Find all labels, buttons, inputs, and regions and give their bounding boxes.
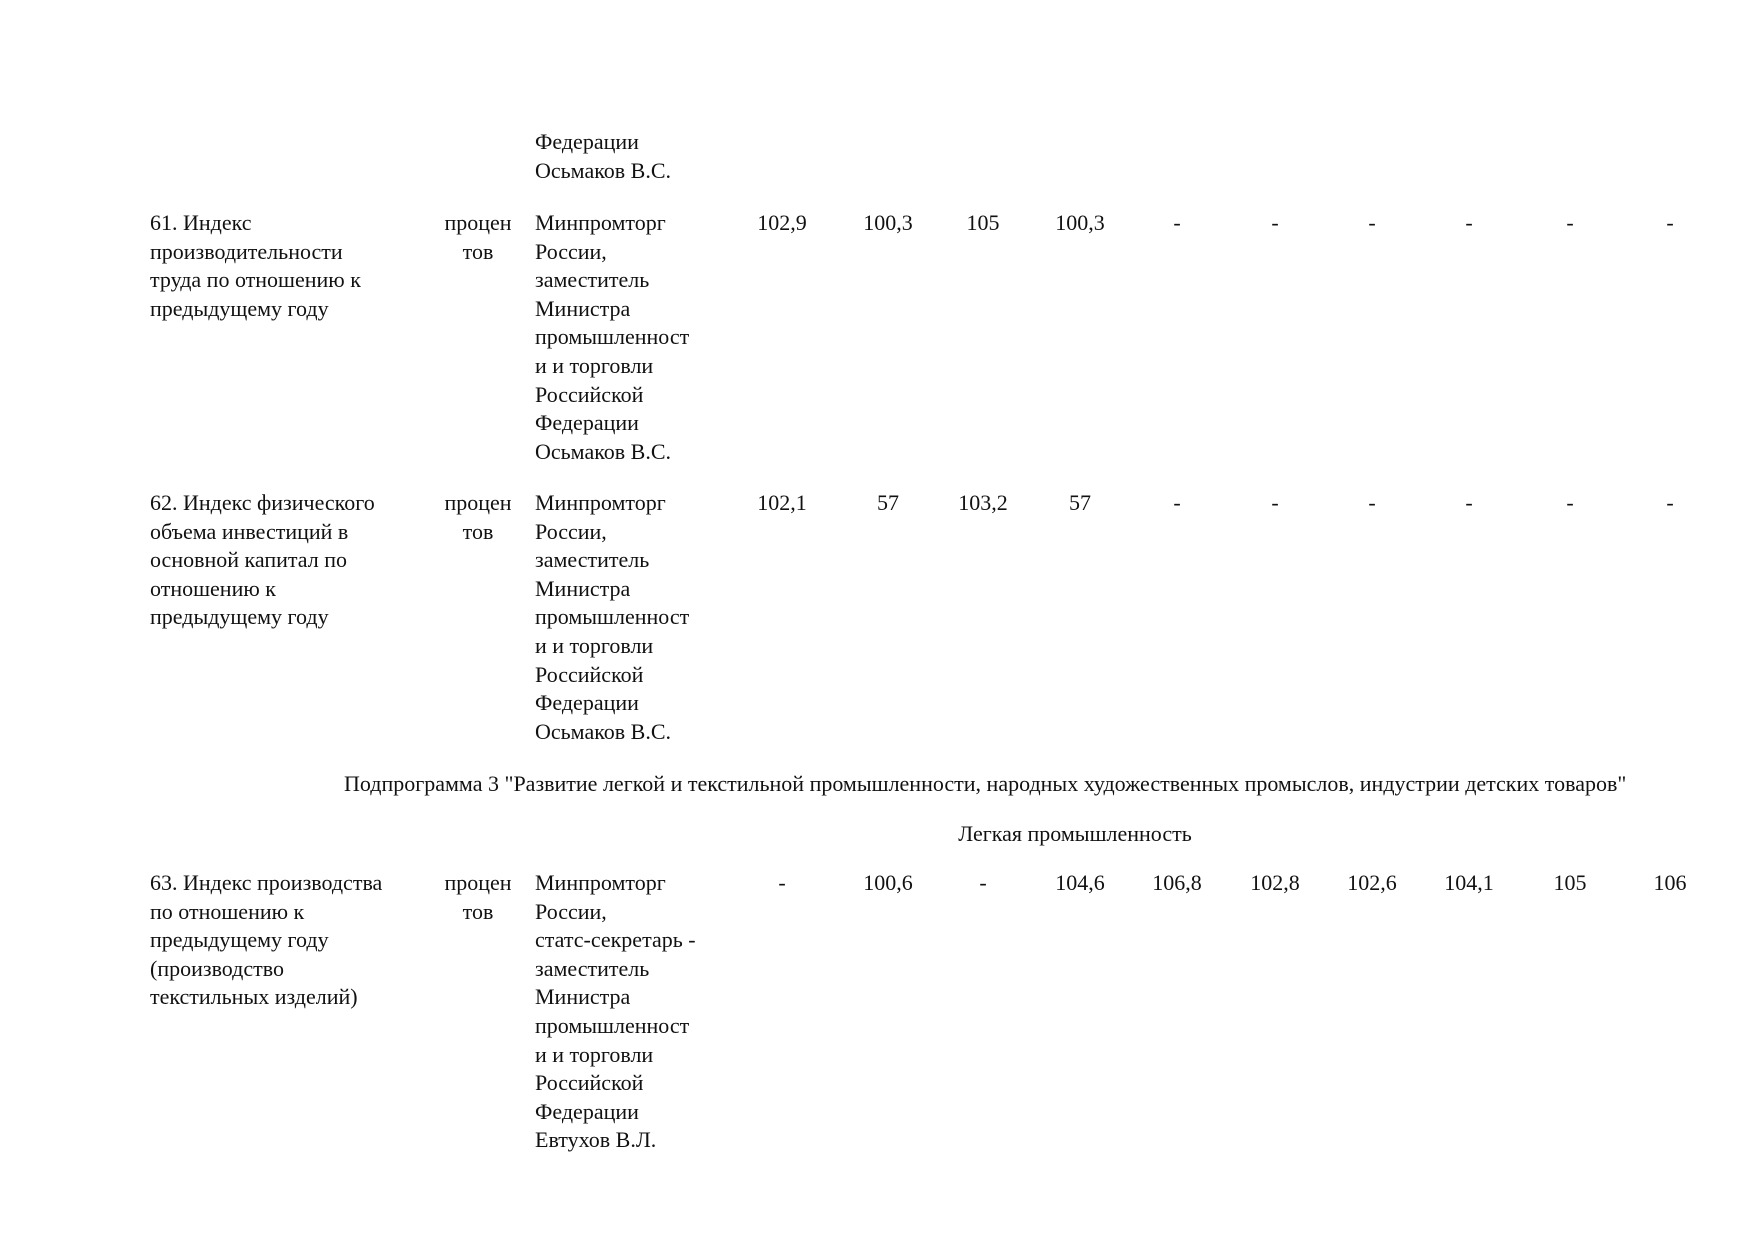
value-cell: -: [1566, 210, 1574, 235]
value-cell: -: [1173, 490, 1181, 515]
value-cell: -: [1271, 490, 1279, 515]
value-cell: 102,9: [757, 210, 807, 235]
value-cell: 102,8: [1250, 870, 1300, 895]
subprogram-heading: Подпрограмма 3 "Развитие легкой и текстильной промышленности, народных художественных промыслов, индустрии детских товаров": [344, 771, 1627, 796]
value-cell: -: [1666, 210, 1674, 235]
value-cell: 106: [1653, 870, 1687, 895]
subsection-heading: Легкая промышленность: [958, 821, 1192, 846]
unit-of-measure: процен тов: [444, 490, 512, 544]
value-cell: -: [1368, 490, 1376, 515]
value-cell: 57: [877, 490, 899, 515]
value-cell: 104,1: [1444, 870, 1494, 895]
value-cell: 105: [1553, 870, 1587, 895]
value-cell: -: [1173, 210, 1181, 235]
value-cell: 102,6: [1347, 870, 1397, 895]
value-cell: -: [1271, 210, 1279, 235]
value-cell: -: [1368, 210, 1376, 235]
value-cell: 57: [1069, 490, 1091, 515]
indicator-name: 62. Индекс физического объема инвестиций в основной капитал по отношению к предыдущему году: [150, 490, 375, 630]
value-cell: 102,1: [757, 490, 807, 515]
responsible-executor: Минпромторг России, заместитель Министра промышленност и и торговли Российской Федерации Осьмаков В.С.: [535, 490, 690, 744]
responsible-executor: Минпромторг России, заместитель Министра промышленност и и торговли Российской Федерации Осьмаков В.С.: [535, 210, 690, 464]
value-cell: 106,8: [1152, 870, 1202, 895]
value-cell: -: [1465, 210, 1473, 235]
responsible-executor: Минпромторг России, статс-секретарь - заместитель Министра промышленност и и торговли Российской Федерации Евтухов В.Л.: [535, 870, 696, 1153]
value-cell: 104,6: [1055, 870, 1105, 895]
value-cell: 105: [966, 210, 1000, 235]
unit-of-measure: процен тов: [444, 210, 512, 264]
value-cell: 100,6: [863, 870, 913, 895]
unit-of-measure: процен тов: [444, 870, 512, 924]
responsible-carryover: Федерации Осьмаков В.С.: [535, 129, 672, 183]
value-cell: 103,2: [958, 490, 1008, 515]
value-cell: -: [1465, 490, 1473, 515]
value-cell: -: [979, 870, 987, 895]
value-cell: 100,3: [1055, 210, 1105, 235]
indicator-name: 61. Индекс производительности труда по отношению к предыдущему году: [150, 210, 361, 321]
value-cell: 100,3: [863, 210, 913, 235]
value-cell: -: [1566, 490, 1574, 515]
value-cell: -: [1666, 490, 1674, 515]
indicator-name: 63. Индекс производства по отношению к предыдущему году (производство текстильных изделий): [150, 870, 383, 1010]
value-cell: -: [778, 870, 786, 895]
